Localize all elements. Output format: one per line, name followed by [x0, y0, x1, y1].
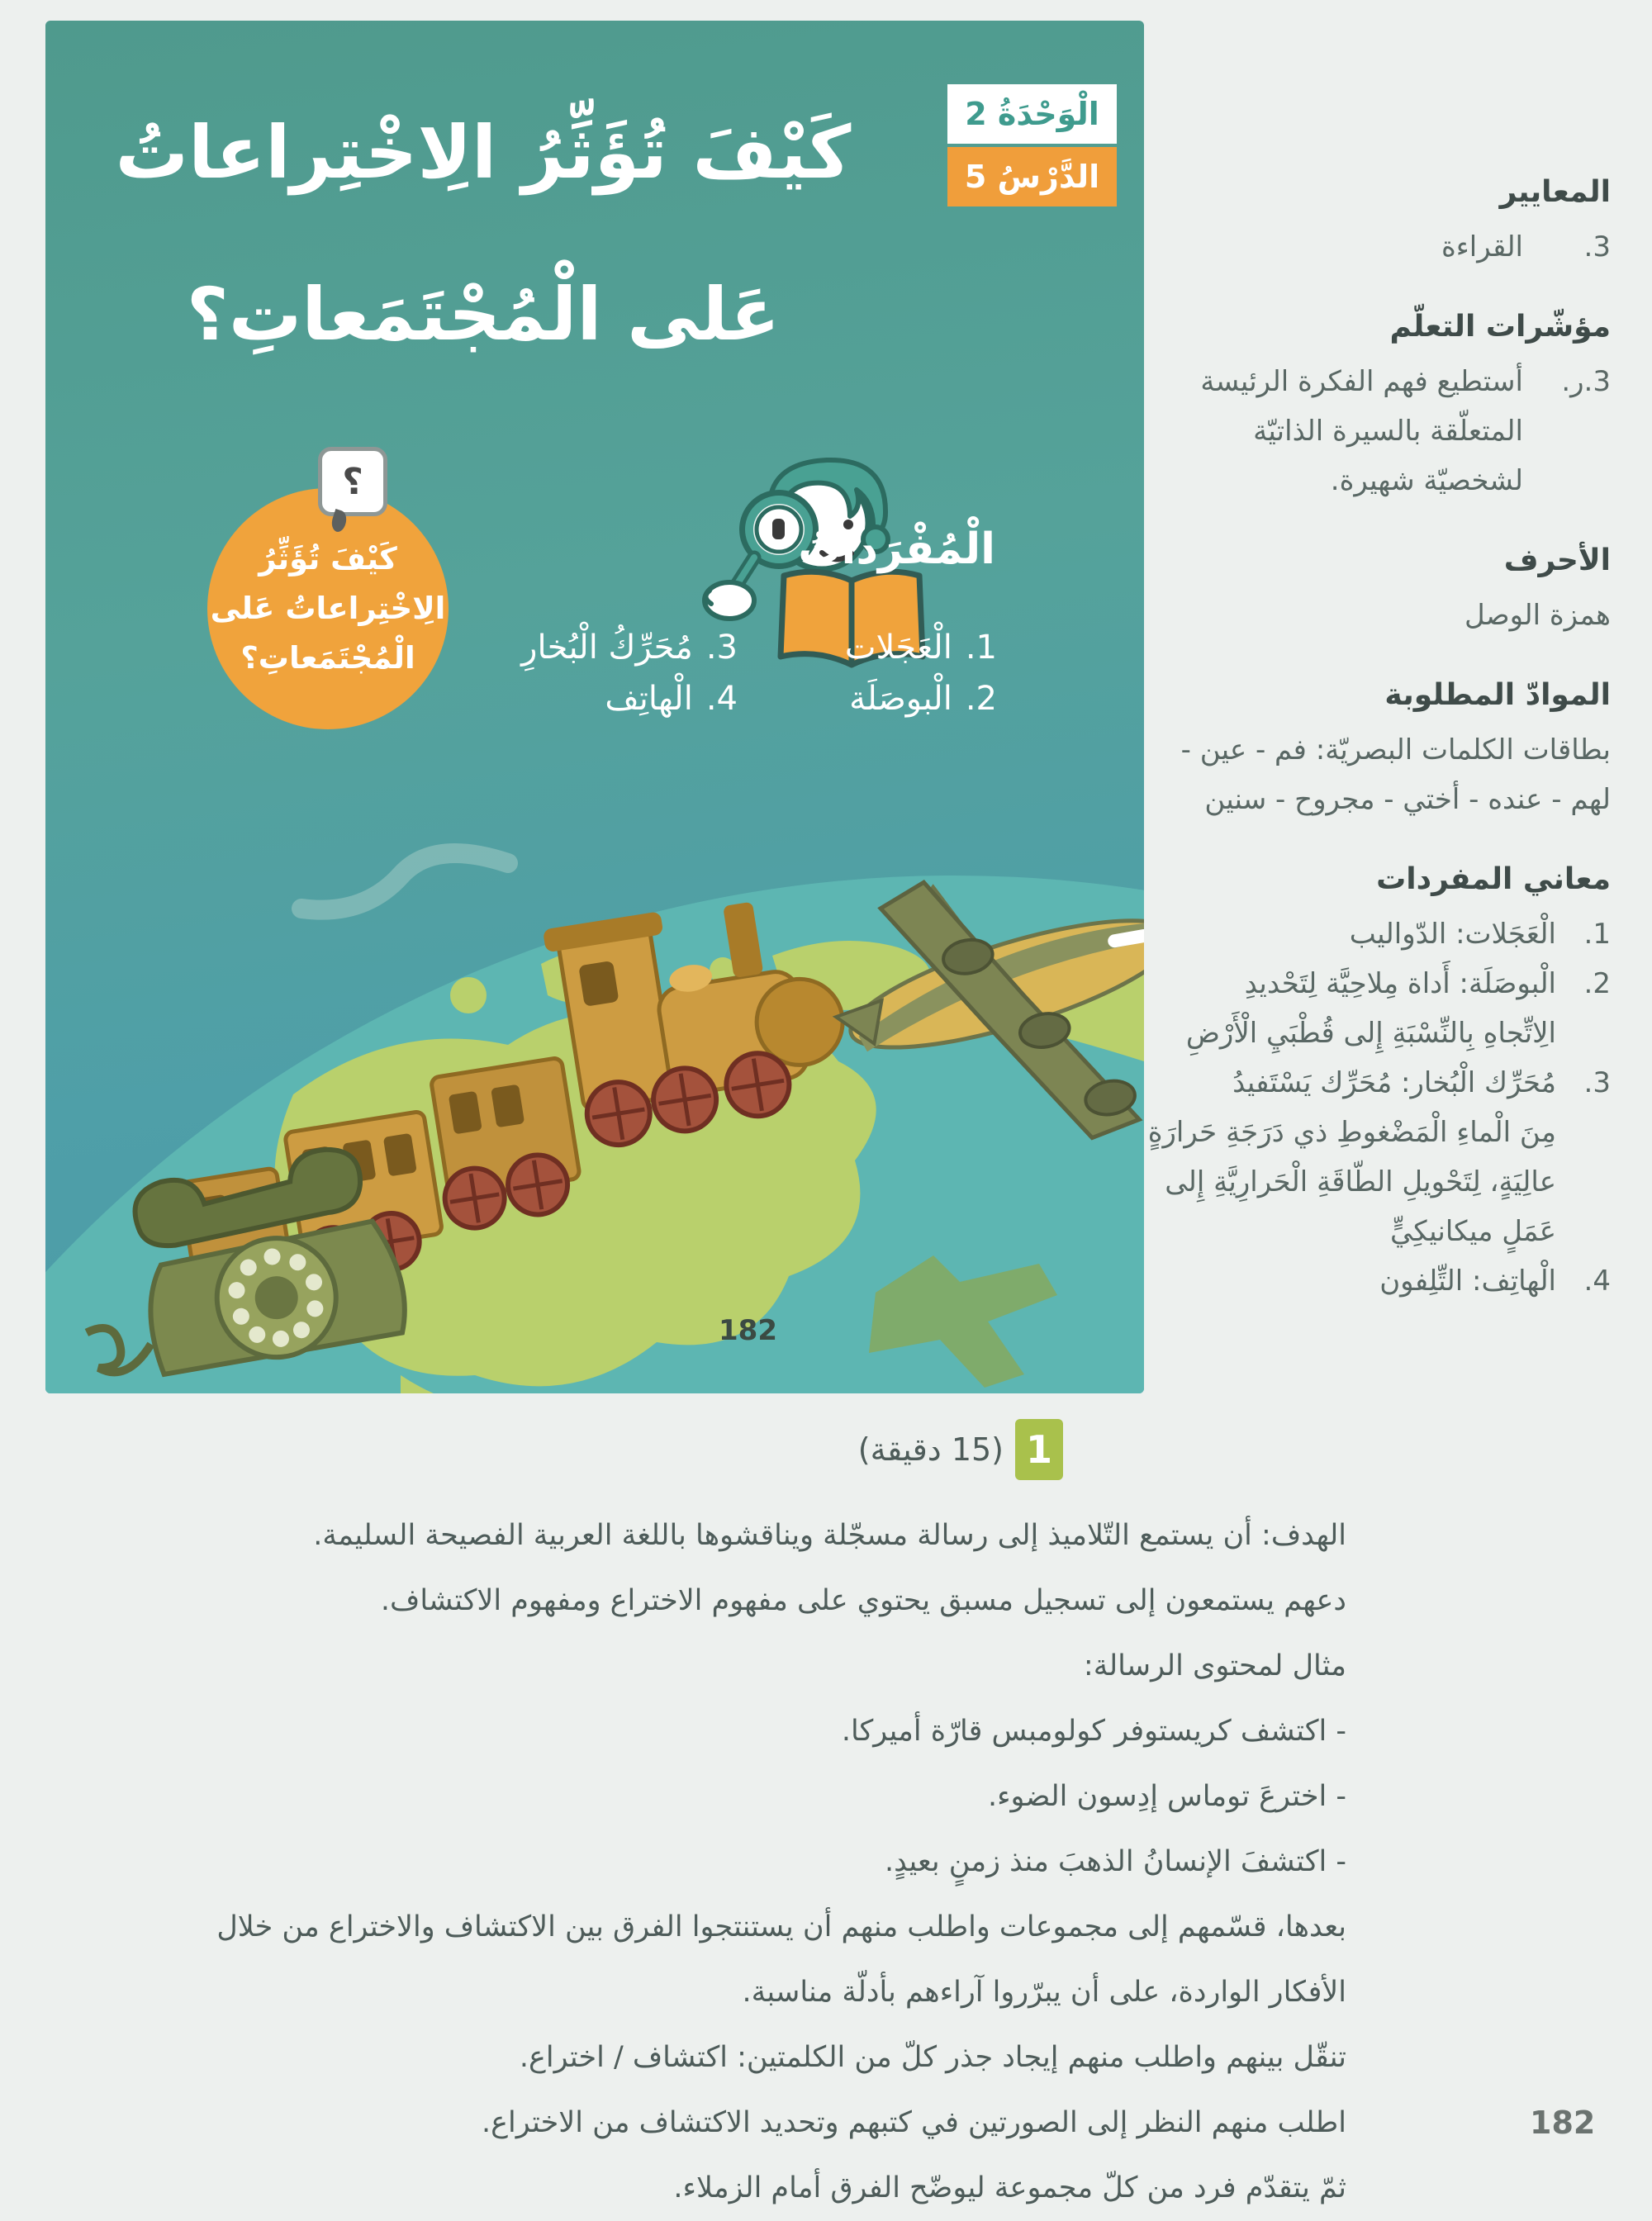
standards-section: [1169, 175, 1611, 272]
activity-number-badge: 1: [1015, 1419, 1063, 1480]
vocab-item-num: 1.: [965, 629, 997, 667]
meaning-line: الْبوصَلَة: أَداة مِلاحِيَّة لِتَحْديدِ: [1244, 967, 1556, 1000]
indicator-item: [1169, 357, 1611, 505]
indicator-item-num: 3.ر.: [1561, 365, 1611, 398]
activity-line: اطلب منهم النظر إلى الصورتين في كتبهم وتحديد الاكتشاف من الاختراع.: [482, 2106, 1346, 2139]
card-page-number: 182: [719, 1314, 777, 1347]
standards-item-num: 3.: [1583, 230, 1611, 263]
word-meanings-section: [1147, 862, 1611, 1306]
materials-line: لهم - عنده - أختي - مجروح - سنين: [1204, 783, 1611, 816]
activity-line: - اكتشفَ الإنسانُ الذهبَ منذ زمنٍ بعيدٍ.: [884, 1845, 1346, 1878]
materials-line: بطاقات الكلمات البصريّة: فم - عين -: [1180, 733, 1611, 766]
activity-duration: (15 دقيقة): [857, 1431, 1004, 1468]
standards-item-text: القراءة: [1441, 230, 1523, 263]
meaning-line: الِاتِّجاهِ بِالنِّسْبَةِ إِلى قُطْبَيِ الْأَرْضِ: [1185, 1017, 1556, 1050]
vocab-item-num: 2.: [965, 680, 997, 718]
vocab-item: [521, 673, 738, 724]
meaning-line: الْهاتِف: التِّلِفون: [1379, 1265, 1556, 1298]
lesson-title-line2: عَلى الْمُجْتَمَعاتِ؟: [186, 272, 781, 357]
question-bubble-icon: [318, 447, 387, 516]
activity-line: تنقّل بينهم واطلب منهم إيجاد جذر كلّ من الكلمتين: اكتشاف / اختراع.: [519, 2041, 1346, 2074]
materials-section: [1169, 678, 1611, 824]
indicator-item-text: [1200, 357, 1523, 505]
indicator-line: لشخصيّة شهيرة.: [1330, 464, 1523, 497]
meaning-item-num: 3.: [1583, 1066, 1611, 1099]
question-line: كَيْفَ تُؤَثِّرُ: [259, 541, 397, 577]
meaning-item-text: [1379, 1256, 1556, 1306]
activity-line: بعدها، قسّمهم إلى مجموعات واطلب منهم أن يستنتجوا الفرق بين الاكتشاف والاختراع من خلال: [216, 1910, 1346, 1943]
lesson-title-line1: كَيْفَ تُؤَثِّرُ الِاخْتِراعاتُ: [115, 110, 852, 195]
activity-instructions: [216, 1503, 1346, 2221]
inventions-illustration: [45, 747, 1144, 1393]
letters-section: [1169, 543, 1611, 640]
vocab-item-text: الْهاتِف: [605, 680, 693, 718]
meaning-item-text: [1186, 959, 1556, 1058]
lesson-sidebar: [1147, 175, 1611, 1344]
vocab-item: [845, 673, 997, 724]
vocab-item-num: 3.: [705, 629, 738, 667]
question-mark: ؟: [342, 460, 363, 503]
meaning-line: عَمَلٍ ميكانيكِيٍّ: [1390, 1215, 1556, 1248]
meanings-heading: معاني المفردات: [1376, 862, 1611, 896]
activity-step-1: [216, 1419, 1346, 2221]
unit-badge: الْوَحْدَةُ 2: [947, 84, 1117, 144]
lesson-hero-card: [45, 21, 1144, 1393]
question-line: الِاخْتِراعاتُ عَلى: [210, 591, 446, 626]
meaning-line: عالِيَةٍ، لِتَحْويلِ الطّاقَةِ الْحَرارِيَّةِ إِلى: [1165, 1165, 1556, 1198]
activity-header: [273, 1419, 1063, 1480]
activity-line: ثمّ يتقدّم فرد من كلّ مجموعة ليوضّح الفرق أمام الزملاء.: [673, 2171, 1346, 2204]
vocab-heading: الْمُفْرَداتُ: [798, 524, 995, 574]
vocab-item-text: الْبوصَلَة: [849, 680, 952, 718]
meaning-item: [1147, 1058, 1611, 1256]
vocab-item-text: الْعَجَلات: [844, 629, 952, 667]
standards-heading: المعايير: [1499, 175, 1611, 209]
meaning-item: [1169, 959, 1611, 1058]
lesson-badge: الدَّرْسُ 5: [947, 147, 1117, 206]
activity-line: دعهم يستمعون إلى تسجيل مسبق يحتوي على مفهوم الاختراع ومفهوم الاكتشاف.: [380, 1584, 1346, 1617]
train-smoke: [301, 853, 508, 910]
vocab-item-num: 4.: [705, 680, 738, 718]
letters-text: همزة الوصل: [1464, 599, 1611, 632]
meaning-line: مِنَ الْماءِ الْمَضْغوطِ ذي دَرَجَةِ حَرارَةٍ: [1147, 1116, 1556, 1149]
lesson-title: [58, 72, 909, 396]
essential-question-circle: [207, 488, 449, 729]
question-line: الْمُجْتَمَعاتِ؟: [240, 640, 415, 676]
materials-heading: الموادّ المطلوبة: [1384, 678, 1611, 712]
meaning-item: [1169, 909, 1611, 959]
vocab-list-column-1: [845, 622, 997, 724]
meaning-line: مُحَرِّك الْبُخار: مُحَرِّك يَسْتَفيدُ: [1232, 1066, 1556, 1099]
vocab-item-text: مُحَرِّكُ الْبُخارِ: [521, 629, 693, 667]
indicators-heading: مؤشّرات التعلّم: [1389, 310, 1611, 344]
meaning-item-text: [1148, 1058, 1556, 1256]
page-number: 182: [1530, 2105, 1596, 2141]
activity-line: الهدف: أن يستمع التّلاميذ إلى رسالة مسجّلة ويناقشوها باللغة العربية الفصيحة السليمة.: [313, 1519, 1346, 1552]
learning-indicators-section: [1169, 310, 1611, 505]
meaning-item-num: 2.: [1583, 967, 1611, 1000]
vocab-list-column-2: [521, 622, 738, 724]
indicator-line: المتعلّقة بالسيرة الذاتيّة: [1253, 415, 1523, 448]
indicator-line: أستطيع فهم الفكرة الرئيسة: [1200, 365, 1523, 398]
meaning-item-text: [1350, 909, 1556, 959]
meaning-line: الْعَجَلات: الدّواليب: [1349, 918, 1556, 951]
vocab-item: [521, 622, 738, 673]
activity-line: - اكتشف كريستوفر كولومبس قارّة أميركا.: [841, 1715, 1346, 1748]
activity-line: - اخترعَ توماس إدِسون الضوء.: [987, 1780, 1346, 1813]
meaning-item-num: 1.: [1583, 918, 1611, 951]
standards-item: [1169, 222, 1611, 272]
meaning-item: [1169, 1256, 1611, 1306]
activity-line: مثال لمحتوى الرسالة:: [1083, 1649, 1346, 1682]
letters-heading: الأحرف: [1503, 543, 1611, 577]
activity-line: الأفكار الواردة، على أن يبرّروا آراءهم بأدلّة مناسبة.: [742, 1976, 1346, 2009]
vocab-item: [845, 622, 997, 673]
meaning-item-num: 4.: [1583, 1265, 1611, 1298]
